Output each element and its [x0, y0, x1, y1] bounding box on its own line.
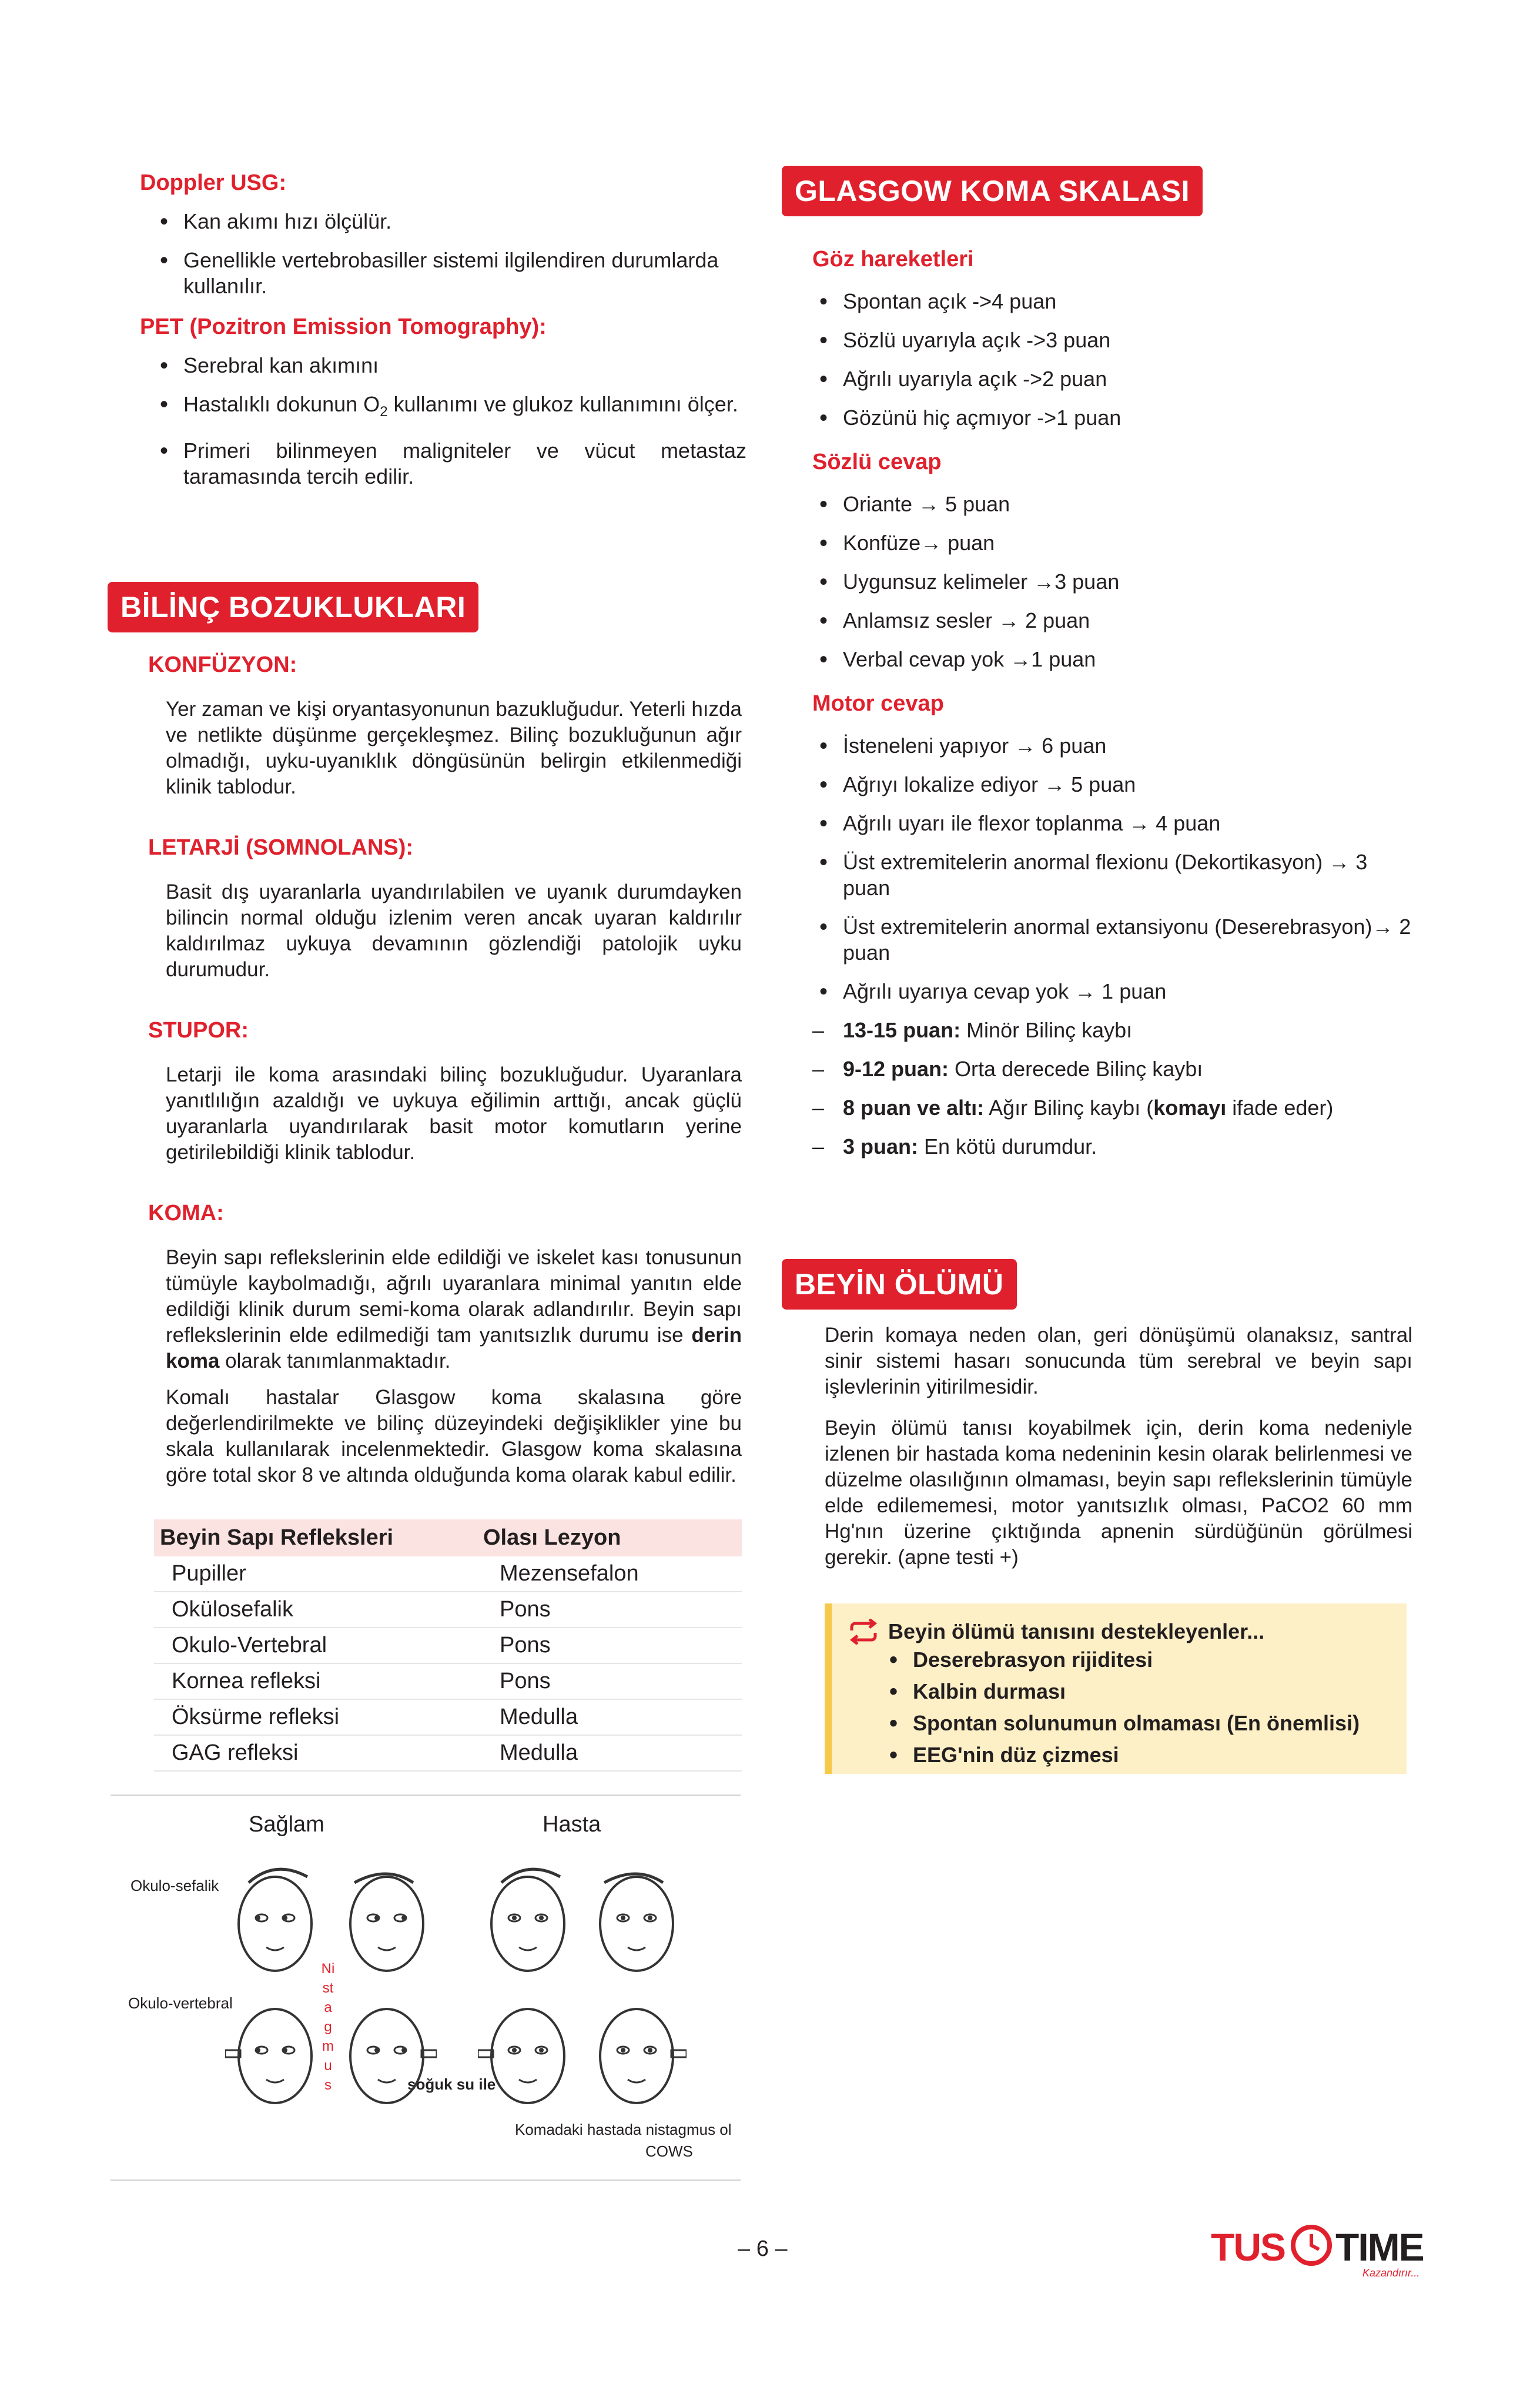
sozlu-list [812, 491, 1418, 672]
face-oculocephalic-normal-2 [337, 1859, 437, 1988]
score-label: 9-12 puan: [843, 1057, 949, 1081]
list-item: • Kalbin durması [882, 1679, 1391, 1705]
table-cell: Medulla [477, 1735, 742, 1771]
table-header-lesion: Olası Lezyon [477, 1519, 742, 1556]
figure-caption-2: COWS [645, 2142, 693, 2160]
konfuzyon-heading: KONFÜZYON: [148, 652, 297, 677]
logo-time-text: TIME [1335, 2225, 1424, 2269]
list-item: • Üst extremitelerin anormal flexionu (Dekortikasyon) → 3 puan [812, 849, 1418, 901]
list-item: • EEG'nin düz çizmesi [882, 1742, 1391, 1768]
list-item: • Gözünü hiç açmıyor ->1 puan [812, 405, 1418, 431]
list-item: • Uygunsuz kelimeler →3 puan [812, 569, 1418, 595]
pet-item2-sub: 2 [380, 404, 388, 420]
beyin-olumu-section [825, 1322, 1412, 1586]
score-label: 3 puan: [843, 1134, 919, 1158]
list-item: • Ağrılı uyarıya cevap yok → 1 puan [812, 979, 1418, 1005]
table-row [154, 1663, 742, 1699]
list-item: • Oriante → 5 puan [812, 491, 1418, 517]
table-header-reflex: Beyin Sapı Refleksleri [154, 1519, 477, 1556]
face-oculocephalic-patient-1 [478, 1859, 578, 1988]
score-list [812, 1017, 1418, 1160]
glasgow-section [812, 247, 1418, 1173]
score-desc-end: ifade eder) [1226, 1096, 1334, 1120]
beyin-olumu-text-2: Beyin ölümü tanısı koyabilmek için, derin koma nedeniyle izlenen bir hastada koma nedeninin kesin olarak belirlenmesi ve düzelme olasılığının olmaması, beyin sapı reflekslerinin tümüyle elde edilememesi, motor yanıtsızlık olması, PaCO2 60 mm Hg'nın üzerine çıktığında apnenin sürdüğünün görülmesi gerekir. (apne testi +) [825, 1417, 1412, 1569]
figure-label-okulo-vertebral: Okulo-vertebral [128, 1994, 233, 2012]
pet-list [153, 353, 746, 490]
table-row [154, 1735, 742, 1771]
figure-caption-1: Komadaki hastada nistagmus ol [515, 2121, 732, 2138]
table-row [154, 1556, 742, 1592]
score-item: – 8 puan ve altı: Ağır Bilinç kaybı (komayı ifade eder) [812, 1096, 1334, 1120]
list-item: • Serebral kan akımını [153, 353, 746, 379]
reflex-table-wrap [154, 1519, 742, 1772]
pet-item2-post: kullanımı ve glukoz kullanımını ölçer. [387, 392, 738, 416]
score-desc: Ağır Bilinç kaybı ( [984, 1096, 1154, 1120]
list-item: • Sözlü uyarıyla açık ->3 puan [812, 327, 1418, 353]
motor-heading: Motor cevap [812, 691, 944, 716]
table-cell: Mezensefalon [477, 1556, 742, 1592]
pet-heading: PET (Pozitron Emission Tomography): [140, 314, 547, 339]
figure-label-saglam: Sağlam [249, 1812, 324, 1837]
doppler-heading: Doppler USG: [140, 170, 287, 195]
glasgow-banner: GLASGOW KOMA SKALASI [782, 166, 1203, 216]
table-cell: GAG refleksi [154, 1735, 477, 1771]
list-item [153, 391, 746, 425]
koma-text-1 [166, 1245, 742, 1374]
table-cell: Okulo-Vertebral [154, 1628, 477, 1663]
bilinc-section [148, 652, 742, 1488]
stupor-text: Letarji ile koma arasındaki bilinç bozukluğudur. Uyaranlara yanıtlılığın azaldığı ve uykuya eğilimin arttığı, ancak güçlü uyaranlarla uyandırılarak basit motor komutların yerine getirilebildiği klinik tablodur. [166, 1063, 742, 1164]
letarji-heading: LETARJİ (SOMNOLANS): [148, 835, 414, 860]
logo-tus-text: TUS [1211, 2225, 1285, 2269]
score-desc: En kötü durumdur. [918, 1134, 1097, 1158]
table-cell: Kornea refleksi [154, 1663, 477, 1699]
score-desc-bold: komayı [1153, 1096, 1227, 1120]
list-item: • Ağrılı uyarıyla açık ->2 puan [812, 366, 1418, 392]
callout-title: Beyin ölümü tanısını destekleyenler... [888, 1619, 1265, 1643]
page-number: – 6 – [738, 2236, 788, 2261]
face-oculovestibular-normal-1 [225, 1991, 325, 2121]
nistagmus-label: Nistagmus [321, 1961, 335, 2093]
list-item: • Ağrılı uyarı ile flexor toplanma → 4 puan [812, 811, 1418, 836]
reflex-table [154, 1519, 742, 1772]
face-oculocephalic-patient-2 [587, 1859, 687, 1988]
koma-text-1b: derin koma [166, 1324, 742, 1372]
clock-icon [1290, 2224, 1333, 2267]
list-item: • Verbal cevap yok →1 puan [812, 647, 1418, 672]
soguk-su-label: soğuk su ile [407, 2075, 496, 2093]
koma-text-1a: Beyin sapı reflekslerinin elde edildiği ve iskelet kası tonusunun tümüyle kaybolmadığı, ağrılı uyaranlara minimal yanıtın elde edildiği klinik durum semi-koma olarak adlandırılır. Beyin sapı reflekslerinin elde edilmediği tam yanıtsızlık durumu ise [166, 1246, 742, 1347]
table-cell: Medulla [477, 1699, 742, 1735]
list-item: • Spontan solunumun olmaması (En önemlisi) [882, 1710, 1391, 1736]
beyin-olumu-banner: BEYİN ÖLÜMÜ [782, 1259, 1017, 1310]
goz-heading: Göz hareketleri [812, 247, 974, 272]
list-item: • Primeri bilinmeyen maligniteler ve vücut metastaz taramasında tercih edilir. [153, 438, 746, 490]
figure-bottom-divider [111, 2179, 741, 2181]
letarji-text: Basit dış uyaranlarla uyandırılabilen ve uyanık durumdayken bilincin normal olduğu izlenim veren ancak uyaran kaldırılır kaldırılmaz uykuya devamının gözlendiği patolojik uyku durumudur. [166, 880, 742, 981]
list-item: • Üst extremitelerin anormal extansiyonu (Deserebrasyon)→ 2 puan [812, 914, 1418, 966]
score-label: 13-15 puan: [843, 1018, 961, 1042]
list-item: • Konfüze→ puan [812, 530, 1418, 556]
face-oculovestibular-patient-2 [587, 1991, 687, 2121]
konfuzyon-text: Yer zaman ve kişi oryantasyonunun bazukluğudur. Yeterli hızda ve netlikte düşünme gerçekleşmez. Bilinç bozukluğunun ağır olmadığı, uyku-uyanıklık döngüsünün belirgin etkilenmediği klinik tablodur. [166, 698, 742, 798]
sozlu-heading: Sözlü cevap [812, 450, 942, 474]
table-cell: Pons [477, 1592, 742, 1628]
table-row [154, 1628, 742, 1663]
motor-list [812, 733, 1418, 1005]
table-row [154, 1699, 742, 1735]
score-item: – 3 puan: En kötü durumdur. [812, 1134, 1097, 1158]
stupor-heading: STUPOR: [148, 1018, 249, 1043]
list-item: • İsteneleni yapıyor → 6 puan [812, 733, 1418, 759]
score-desc: Minör Bilinç kaybı [960, 1018, 1133, 1042]
list-item: • Genellikle vertebrobasiller sistemi ilgilendiren durumlarda kullanılır. [153, 247, 746, 299]
score-desc: Orta derecede Bilinç kaybı [949, 1057, 1203, 1081]
logo-tagline: Kazandırır... [1362, 2267, 1420, 2279]
table-cell: Okülosefalik [154, 1592, 477, 1628]
table-cell: Pons [477, 1628, 742, 1663]
pet-item2-pre: Hastalıklı dokunun O [183, 392, 380, 416]
bilinc-banner: BİLİNÇ BOZUKLUKLARI [108, 582, 478, 632]
callout-list [882, 1647, 1391, 1768]
beyin-olumu-text-1: Derin komaya neden olan, geri dönüşümü olanaksız, santral sinir sistemi hasarı sonucunda tüm serebral ve beyin sapı işlevlerinin yitirilmesidir. [825, 1324, 1412, 1398]
score-item: – 13-15 puan: Minör Bilinç kaybı [812, 1018, 1133, 1042]
tustime-logo [1211, 2219, 1422, 2278]
koma-text-1c: olarak tanımlanmaktadır. [219, 1350, 451, 1372]
table-row [154, 1592, 742, 1628]
table-cell: Pons [477, 1663, 742, 1699]
face-oculocephalic-normal-1 [225, 1859, 325, 1988]
score-item: – 9-12 puan: Orta derecede Bilinç kaybı [812, 1057, 1203, 1081]
table-cell: Pupiller [154, 1556, 477, 1592]
koma-text-2: Komalı hastalar Glasgow koma skalasına göre değerlendirilmekte ve bilinç düzeyindeki değişiklikler yine bu skala kullanılarak incelenmektedir. Glasgow koma skalasına göre total skor 8 ve altında olduğunda koma olarak kabul edilir. [166, 1386, 742, 1486]
face-oculovestibular-normal-2 [337, 1991, 437, 2121]
face-oculovestibular-patient-1 [478, 1991, 578, 2121]
goz-list [812, 289, 1418, 431]
list-item: • Spontan açık ->4 puan [812, 289, 1418, 314]
koma-heading: KOMA: [148, 1201, 224, 1226]
figure-label-hasta: Hasta [543, 1812, 601, 1837]
table-cell: Öksürme refleksi [154, 1699, 477, 1735]
doppler-list [153, 209, 746, 299]
list-item: • Ağrıyı lokalize ediyor → 5 puan [812, 772, 1418, 798]
left-column [112, 170, 746, 503]
score-label: 8 puan ve altı: [843, 1096, 985, 1120]
callout-header [847, 1619, 1391, 1645]
list-item: • Deserebrasyon rijiditesi [882, 1647, 1391, 1673]
list-item: • Anlamsız sesler → 2 puan [812, 608, 1418, 634]
figure [111, 1794, 741, 2182]
figure-label-okulo-sefalik: Okulo-sefalik [130, 1877, 219, 1894]
repeat-icon [847, 1619, 880, 1645]
beyin-olumu-callout [825, 1603, 1407, 1774]
list-item: • Kan akımı hızı ölçülür. [153, 209, 746, 235]
